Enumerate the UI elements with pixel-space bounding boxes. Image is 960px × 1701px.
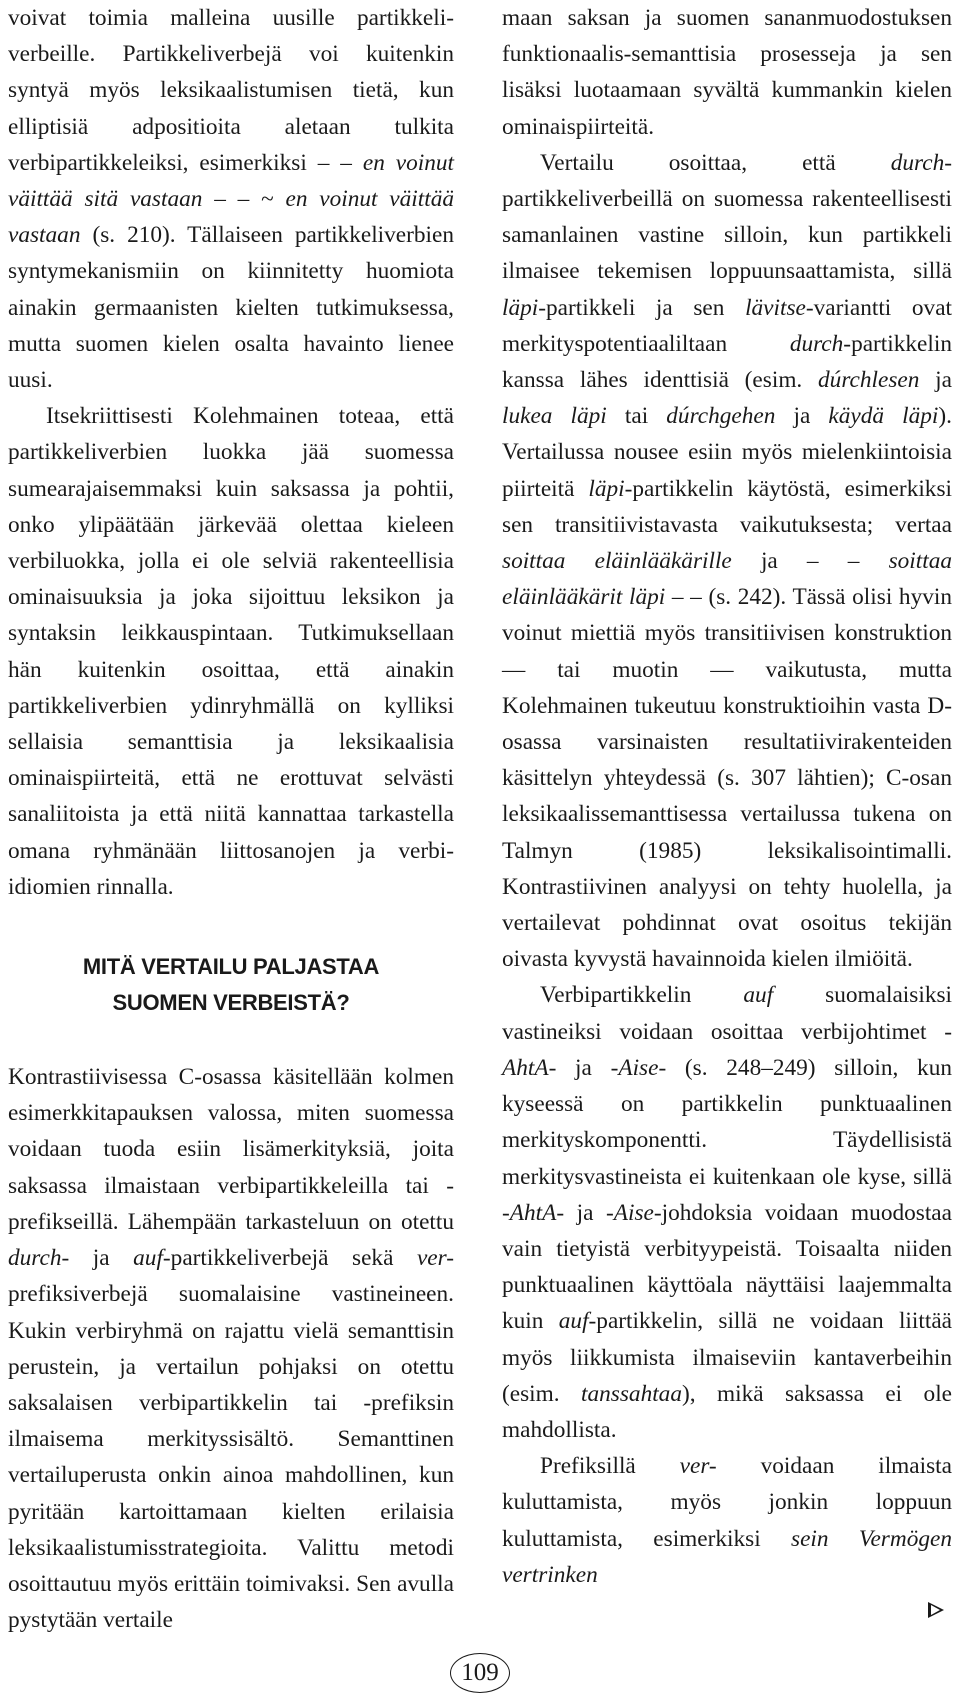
paragraph: Vertailu osoittaa, että durch-partikkeliverbeillä on suomessa rakenteellisesti samanlainen vastine silloin, kun partikkeli ilmaisee tekemisen loppuunsaattamista, sillä läpi-partikkeli ja sen lävitse-variantti ovat merkityspotentiaaliltaan durch-partikkelin kanssa lähes identtisiä (esim. dúrchlesen ja lukea läpi tai dúrchgehen ja käydä läpi). Vertailussa nousee esiin myös mielenkiintoisia piirteitä läpi-partikkelin käytöstä, esimerkiksi sen transitiivistavasta vaikutuksesta; vertaa soittaa eläinlääkärille ja – – soittaa eläinlääkärit läpi – – (s. 242). Tässä olisi hyvin voinut miettiä myös transitiivisen konstruktion — tai muotin — vaikutusta, mutta Kolehmainen tukeutuu konstruktioihin vasta D-osassa varsinaisten resultatiivirakenteiden käsittelyn yhteydessä (s. 307 lähtien); C-osan leksikaalissemanttisessa vertailussa tukena on Talmyn (1985) leksikalisointimalli. Kontrastiivinen analyysi on tehty huolella, ja vertailevat pohdinnat ovat osoitus tekijän oivasta kyvystä havainnoida kielen ilmiöitä. — [502, 149, 953, 973]
paragraph: Verbipartikkelin auf suomalaisiksi vastineiksi voidaan osoittaa verbijohtimet -AhtA- ja -Aise- (s. 248–249) silloin, kun kyseessä on partikkelin punktuaalinen merkityskomponentti. Täydellisistä merkitysvastineista ei kuitenkaan ole kyse, sillä -AhtA- ja -Aise-johdoksia voidaan muodostaa vain tietyistä verbityypeistä. Toisaalta niiden punktuaalinen käyttöala näyttäisi laajemmalta kuin auf-partikkelin, sillä ne voidaan liittää myös liikkumista ilmaiseviin kantaverbeihin (esim. tanssahtaa), mikä saksassa ei ole mahdollista. — [502, 982, 953, 1443]
paragraph: maan saksan ja suomen sananmuodostuksen funktionaalis-semanttisia prosesseja ja sen lisäksi luotaamaan syvältä kummankin kielen ominaispiirteitä. — [502, 5, 952, 140]
continue-arrow-icon — [928, 1602, 944, 1618]
right-column — [502, 0, 952, 1593]
paragraph: Kontrastiivisessa C-osassa käsitellään kolmen esimerkkitapauksen valossa, miten suomessa voidaan tuoda esiin lisämerkityksiä, joita saksassa ilmaistaan verbipartikkeleilla tai -prefikseillä. Lähempään tarkasteluun on otettu durch- ja auf-partikkeliverbejä sekä ver-prefiksiverbejä suomalaisine vastineineen. Kukin verbiryhmä on rajattu vielä semanttisin perustein, ja vertailun pohjaksi on otettu saksalaisen verbipartikkelin tai -prefiksin ilmaisema merkityssisältö. Semanttinen vertailuperusta onkin ainoa mahdollinen, kun pyritään kartoittamaan kielten erilaisia leksikaalistumisstrategioita. Valittu metodi osoittautuu myös erittäin toimivaksi. Sen avulla pystytään vertaile — [8, 1064, 454, 1634]
left-column — [8, 0, 454, 1638]
paragraph: Prefiksillä ver- voidaan ilmaista kuluttamista, myös jonkin loppuun kuluttamista, esimerkiksi sein Vermögen vertrinken — [502, 1453, 952, 1588]
section-heading: MITÄ VERTAILU PALJASTAA SUOMEN VERBEISTÄ? — [82, 954, 380, 1016]
page-number: 109 — [450, 1653, 510, 1693]
paragraph: voivat toimia malleina uusille partikkeliverbeille. Partikkeliverbejä voi kuitenkin syntyä myös leksikaalistumisen tietä, kun elliptisiä adpositioita aletaan tulkita verbipartikkeleiksi, esimerkiksi – – en voinut väittää sitä vastaan – – ~ en voinut väittää vastaan (s. 210). Tällaiseen partikkeliverbien syntymekanismiin on kiinnitetty huomiota ainakin germaanisten kielten tutkimuksessa, mutta suomen kielen osalta havainto lienee uusi. — [8, 5, 455, 394]
paragraph: Itsekriittisesti Kolehmainen toteaa, että partikkeliverbien luokka jää suomessa sumearajaisemmaksi kuin saksassa ja pohtii, onko ylipäätään järkevää olettaa kieleen verbiluokka, jolla ei ole selviä rakenteellisia ominaisuuksia ja joka sijoittuu leksikon ja syntaksin leikkauspintaan. Tutkimuksellaan hän kuitenkin osoittaa, että ainakin partikkeliverbien ydinryhmällä on kylliksi sellaisia semanttisia ja leksikaalisia ominaispiirteitä, että ne erottuvat selvästi sanaliitoista ja että niitä kannattaa tarkastella omana ryhmänään liittosanojen ja verbiidiomien rinnalla. — [8, 403, 454, 900]
